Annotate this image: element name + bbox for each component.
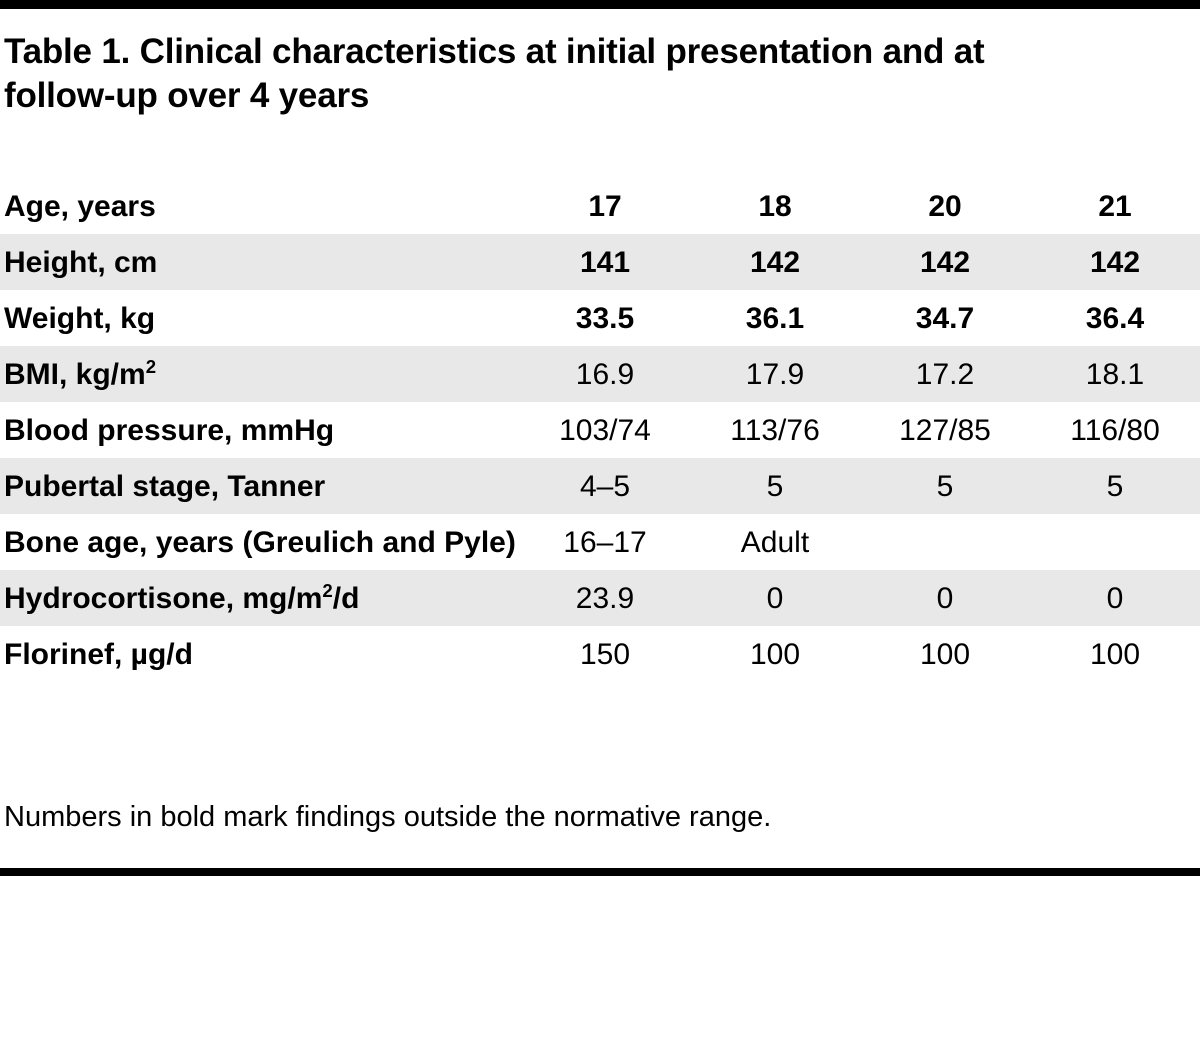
row-value: Adult [740,525,810,559]
table-row [0,570,1200,626]
row-label: Florinef, µg/d [4,637,193,671]
row-value: 0 [1106,581,1124,615]
row-value: 116/80 [1070,413,1160,447]
clinical-characteristics-table [0,178,1200,682]
row-label: Hydrocortisone, $mg/m^2/d$ [4,579,360,615]
table-row [0,514,1200,570]
row-value: 23.9 [575,581,635,615]
row-value: 36.4 [1085,301,1145,335]
row-value: 21 [1098,189,1132,223]
row-value: 17.9 [745,357,805,391]
row-value: 142 [919,245,971,279]
row-value: 142 [1089,245,1141,279]
row-value: 150 [579,637,631,671]
row-label: Weight, kg [4,301,156,335]
row-value: 100 [1089,637,1141,671]
row-value: 5 [1106,469,1124,503]
row-label: Blood pressure, mmHg [4,413,335,447]
row-label-superscript: 2 [145,355,157,377]
row-value: 16.9 [575,357,635,391]
row-value: 113/76 [730,413,820,447]
row-value: 0 [936,581,954,615]
table-row [0,178,1200,234]
row-label: Pubertal stage, Tanner [4,469,326,503]
row-value: 100 [919,637,971,671]
row-value: 5 [936,469,954,503]
table-row [0,346,1200,402]
row-value: 18 [758,189,792,223]
row-value: 5 [766,469,784,503]
row-value: 0 [766,581,784,615]
row-label: BMI, $kg/m^2$ [4,355,157,391]
table-footnote: Numbers in bold mark findings outside the normative range. [4,801,772,833]
row-value: 18.1 [1085,357,1145,391]
table-row [0,402,1200,458]
row-label-superscript: 2 [322,579,333,601]
row-value: 20 [928,189,962,223]
row-value [860,514,1030,570]
row-value: 4–5 [579,469,631,503]
table-row [0,234,1200,290]
row-value: 127/85 [899,413,991,447]
row-value [1030,514,1200,570]
row-label: Age, years [4,189,156,223]
bottom-rule [0,868,1200,876]
row-label: Height, cm [4,245,158,279]
row-value: 17.2 [915,357,975,391]
table-body [0,178,1200,682]
row-value: 103/74 [559,413,651,447]
table-row [0,290,1200,346]
row-value: 141 [579,245,631,279]
table-row [0,458,1200,514]
row-label: Bone age, years (Greulich and Pyle) [4,525,516,559]
row-value: 142 [749,245,801,279]
table-row [0,626,1200,682]
row-value: 36.1 [745,301,805,335]
table-title: Table 1. Clinical characteristics at initial presentation and at follow-up over 4 years [4,32,985,116]
row-value: 33.5 [575,301,635,335]
row-value: 17 [588,189,622,223]
top-rule [0,0,1200,9]
row-value: 34.7 [915,301,975,335]
row-value: 16–17 [563,525,647,559]
row-value: 100 [749,637,801,671]
